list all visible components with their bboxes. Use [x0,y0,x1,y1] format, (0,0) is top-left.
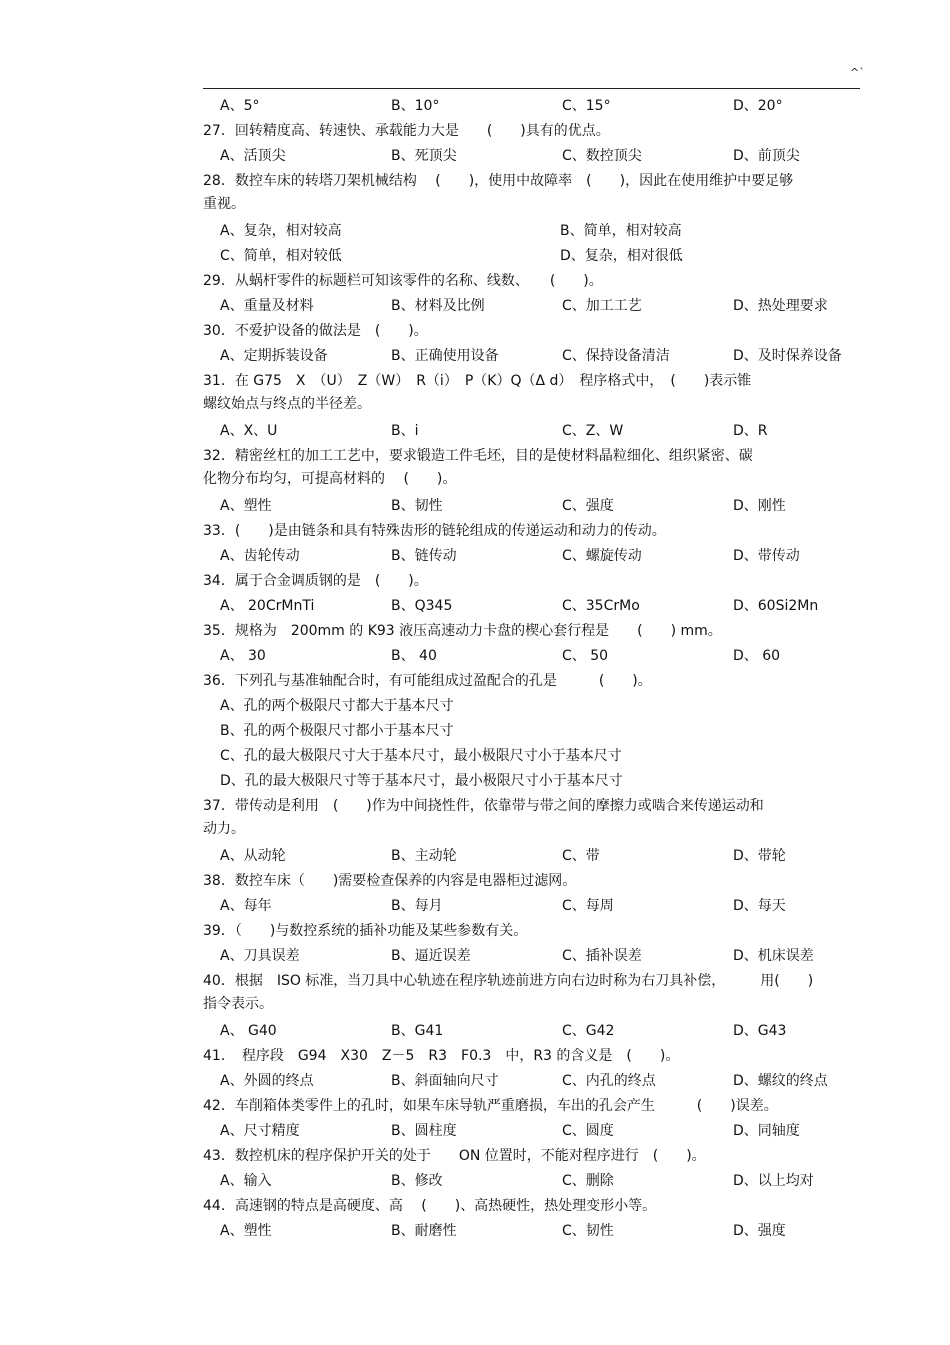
answer-option: C、35CrMo [562,598,640,614]
answer-option: D、60Si2Mn [733,598,819,614]
answer-option: C、强度 [562,498,614,514]
answer-option: D、螺纹的终点 [733,1073,828,1089]
answer-option: A、刀具误差 [220,948,300,964]
answer-option: B、G41 [391,1023,444,1039]
answer-option: C、简单，相对较低 [220,248,342,264]
answer-option: B、材料及比例 [391,298,485,314]
question-stem-continued: 指令表示。 [203,996,273,1012]
answer-option: D、强度 [733,1223,786,1239]
answer-option: A、X、U [220,423,278,439]
answer-option: B、链传动 [391,548,457,564]
answer-option: A、每年 [220,898,272,914]
header-rule [203,88,860,89]
question-stem: 39．（ )与数控系统的插补功能及某些参数有关。 [203,923,528,939]
answer-option: C、插补误差 [562,948,642,964]
header-mark: ^` [850,66,865,79]
answer-option: D、热处理要求 [733,298,828,314]
answer-option: B、 40 [391,648,437,664]
answer-option: D、每天 [733,898,786,914]
answer-option: B、斜面轴向尺寸 [391,1073,499,1089]
answer-option: A、定期拆装设备 [220,348,328,364]
question-stem: 33．( )是由链条和具有特殊齿形的链轮组成的传递运动和动力的传动。 [203,523,666,539]
answer-option: C、内孔的终点 [562,1073,656,1089]
answer-option: B、i [391,423,419,439]
answer-option: B、修改 [391,1173,443,1189]
answer-option: C、加工工艺 [562,298,642,314]
answer-option: D、复杂，相对很低 [560,248,683,264]
answer-option: B、正确使用设备 [391,348,499,364]
question-stem-continued: 螺纹始点与终点的半径差。 [203,396,371,412]
answer-option: A、 20CrMnTi [220,598,315,614]
answer-option: C、螺旋传动 [562,548,642,564]
answer-option: A、重量及材料 [220,298,314,314]
answer-option: D、 60 [733,648,781,664]
answer-option: B、每月 [391,898,443,914]
answer-option: B、Q345 [391,598,453,614]
answer-option: D、孔的最大极限尺寸等于基本尺寸，最小极限尺寸小于基本尺寸 [220,773,623,789]
answer-option: B、逼近误差 [391,948,471,964]
answer-option: B、主动轮 [391,848,457,864]
answer-option: D、前顶尖 [733,148,800,164]
answer-option: A、输入 [220,1173,272,1189]
answer-option: C、圆度 [562,1123,614,1139]
answer-option: A、5° [220,98,260,114]
answer-option: B、韧性 [391,498,443,514]
answer-option: A、齿轮传动 [220,548,300,564]
question-stem: 30．不爱护设备的做法是 ( )。 [203,323,428,339]
question-stem: 34．属于合金调质钢的是 ( )。 [203,573,428,589]
answer-option: A、活顶尖 [220,148,286,164]
question-stem-continued: 重视。 [203,196,245,212]
answer-option: C、Z、W [562,423,624,439]
question-stem: 44．高速钢的特点是高硬度、高 ( )、高热硬性，热处理变形小等。 [203,1198,657,1214]
answer-option: A、从动轮 [220,848,286,864]
answer-option: A、外圆的终点 [220,1073,314,1089]
answer-option: D、以上均对 [733,1173,814,1189]
answer-option: C、删除 [562,1173,614,1189]
answer-option: C、每周 [562,898,614,914]
answer-option: B、简单，相对较高 [560,223,682,239]
answer-option: A、塑性 [220,498,272,514]
question-stem: 27．回转精度高、转速快、承载能力大是 ( )具有的优点。 [203,123,610,139]
answer-option: D、带轮 [733,848,786,864]
question-stem: 41． 程序段 G94 X30 Z－5 R3 F0.3 中，R3 的含义是 ( )。 [203,1048,680,1064]
answer-option: B、圆柱度 [391,1123,457,1139]
answer-option: C、保持设备清洁 [562,348,670,364]
question-stem: 35．规格为 200mm 的 K93 液压高速动力卡盘的楔心套行程是 ( ) mm。 [203,623,722,639]
answer-option: B、耐磨性 [391,1223,457,1239]
answer-option: C、带 [562,848,600,864]
question-stem: 36．下列孔与基准轴配合时，有可能组成过盈配合的孔是 ( )。 [203,673,652,689]
answer-option: A、复杂，相对较高 [220,223,342,239]
answer-option: D、机床误差 [733,948,814,964]
question-stem: 42．车削箱体类零件上的孔时，如果车床导轨严重磨损，车出的孔会产生 ( )误差。 [203,1098,778,1114]
question-stem: 29．从蜗杆零件的标题栏可知该零件的名称、线数、 ( )。 [203,273,603,289]
answer-option: C、15° [562,98,611,114]
answer-option: A、尺寸精度 [220,1123,300,1139]
answer-option: D、R [733,423,768,439]
answer-option: C、孔的最大极限尺寸大于基本尺寸，最小极限尺寸小于基本尺寸 [220,748,622,764]
question-stem: 43．数控机床的程序保护开关的处于 ON 位置时，不能对程序进行 ( )。 [203,1148,706,1164]
answer-option: D、带传动 [733,548,800,564]
answer-option: A、 30 [220,648,266,664]
question-stem-continued: 化物分布均匀，可提高材料的 ( )。 [203,471,457,487]
question-stem: 38．数控车床（ )需要检查保养的内容是电器柜过滤网。 [203,873,577,889]
question-stem-continued: 动力。 [203,821,245,837]
answer-option: A、孔的两个极限尺寸都大于基本尺寸 [220,698,454,714]
question-stem: 31．在 G75 X （U） Z（W） R（i） P（K）Q（Δ d） 程序格式中， ( )表示锥 [203,373,752,389]
answer-option: D、同轴度 [733,1123,800,1139]
question-stem: 32．精密丝杠的加工工艺中，要求锻造工件毛坯，目的是使材料晶粒细化、组织紧密、碳 [203,448,753,464]
answer-option: B、10° [391,98,440,114]
answer-option: A、塑性 [220,1223,272,1239]
answer-option: A、 G40 [220,1023,277,1039]
answer-option: C、G42 [562,1023,615,1039]
answer-option: D、及时保养设备 [733,348,842,364]
answer-option: C、数控顶尖 [562,148,642,164]
answer-option: D、G43 [733,1023,787,1039]
answer-option: D、刚性 [733,498,786,514]
answer-option: B、死顶尖 [391,148,457,164]
answer-option: C、韧性 [562,1223,614,1239]
answer-option: B、孔的两个极限尺寸都小于基本尺寸 [220,723,454,739]
question-stem: 37．带传动是利用 ( )作为中间挠性件，依靠带与带之间的摩擦力或啮合来传递运动和 [203,798,764,814]
question-stem: 28．数控车床的转塔刀架机械结构 ( )，使用中故障率 ( )，因此在使用维护中要足够 [203,173,794,189]
answer-option: D、20° [733,98,783,114]
answer-option: C、 50 [562,648,609,664]
question-stem: 40．根据 ISO 标准，当刀具中心轨迹在程序轨迹前进方向右边时称为右刀具补偿， 用( ) [203,973,814,989]
